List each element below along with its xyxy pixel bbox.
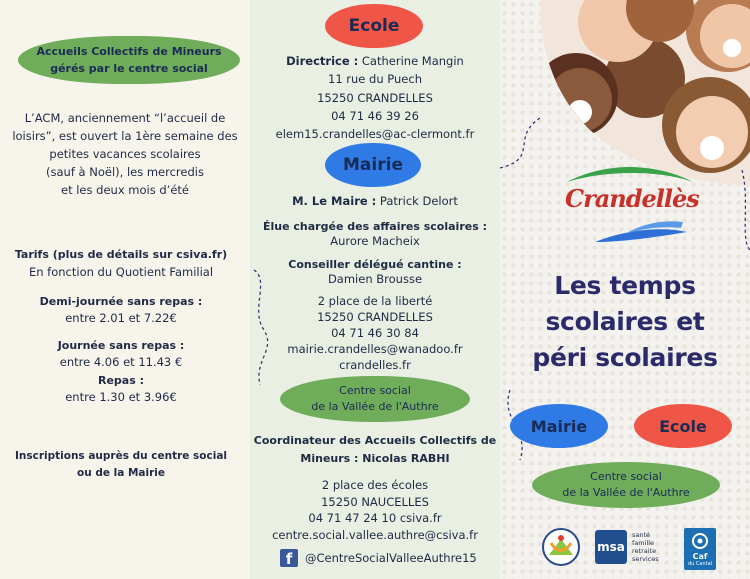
caf-logo	[684, 528, 716, 570]
cs-blob-line2: de la Vallée de l'Authre	[562, 486, 690, 499]
msa-tag-line: retraite	[632, 547, 657, 555]
mairie-title: Mairie	[343, 155, 403, 175]
demi-label: Demi-journée sans repas :	[39, 295, 203, 308]
acm-desc-line: (sauf à Noël), les mercredis	[46, 165, 204, 179]
tarifs-sub: En fonction du Quotient Familial	[28, 265, 214, 279]
cs-blob-line1: Centre social	[590, 470, 662, 483]
ecole-blob-label: Ecole	[659, 416, 707, 436]
directrice-line	[250, 52, 500, 70]
mairie-contact	[250, 293, 500, 373]
ecole-email[interactable]: elem15.crandelles@ac-clermont.fr	[275, 127, 475, 142]
elue-name: Aurore Macheix	[330, 234, 420, 248]
msa-tag-line: famille	[632, 539, 655, 547]
mairie-address: 2 place de la liberté	[317, 294, 433, 308]
crandelles-logo	[565, 160, 699, 250]
inscriptions-line: Inscriptions auprès du centre social	[14, 450, 228, 462]
demi-value: entre 2.01 et 7.22€	[65, 311, 177, 325]
coordinateur-line: Mineurs : Nicolas RABHI	[300, 452, 450, 465]
ecole-city: 15250 CRANDELLES	[317, 90, 433, 105]
acm-heading-line2: gérés par le centre social	[50, 62, 208, 75]
msa-tag-line: santé	[632, 531, 651, 539]
msa-tagline	[632, 531, 659, 563]
inscriptions-line: ou de la Mairie	[76, 467, 165, 479]
cs-city: 15250 NAUCELLES	[321, 494, 429, 509]
acm-heading-line1: Accueils Collectifs de Mineurs	[36, 45, 222, 58]
cs-address: 2 place des écoles	[321, 478, 429, 492]
left-panel	[0, 0, 250, 579]
facebook-icon[interactable]: f	[280, 549, 298, 567]
ecole-title: Ecole	[348, 16, 400, 36]
acm-desc-line: et les deux mois d’été	[61, 183, 189, 197]
main-title	[505, 268, 745, 376]
directrice-label: Directrice :	[286, 54, 359, 68]
directrice-name: Catherine Mangin	[358, 54, 464, 68]
maire-label: M. Le Maire :	[292, 194, 377, 208]
cs-blob	[532, 462, 720, 508]
acm-heading-blob	[18, 36, 240, 84]
main-title-line: Les temps	[554, 271, 696, 300]
maire-name: Patrick Delort	[376, 194, 458, 208]
decorative-dashes-middle	[250, 260, 280, 390]
caf-star-icon	[684, 530, 716, 552]
mairie-website[interactable]: crandelles.fr	[339, 358, 411, 372]
msa-logo	[595, 530, 665, 566]
cs-title-line1: Centre social	[339, 384, 411, 397]
acm-desc-line: L’ACM, anciennement “l’accueil de	[24, 111, 226, 125]
elue-label: Élue chargée des affaires scolaires :	[263, 220, 487, 233]
maire-line	[250, 194, 500, 210]
ecole-address: 11 rue du Puech	[328, 72, 422, 87]
mairie-blob	[510, 404, 608, 448]
cs-title-line2: de la Vallée de l'Authre	[311, 400, 439, 413]
centre-social-logo	[541, 527, 581, 571]
caf-text: Caf	[692, 552, 708, 561]
logo-text: Crandellès	[565, 184, 699, 213]
journee-value: entre 4.06 et 11.43 €	[59, 355, 183, 369]
acm-desc-line: loisirs”, est ouvert la 1ère semaine des	[12, 129, 238, 143]
journee-label: Journée sans repas :	[57, 339, 185, 352]
main-title-line: péri scolaires	[532, 343, 718, 372]
msa-mark	[595, 530, 627, 564]
cs-phone: 04 71 47 24 10 csiva.fr	[308, 511, 442, 525]
conseiller-label: Conseiller délégué cantine :	[288, 258, 462, 271]
mairie-title-blob	[325, 143, 421, 187]
mairie-phone: 04 71 46 30 84	[331, 326, 419, 340]
conseiller-name: Damien Brousse	[327, 272, 423, 286]
tarifs-heading: Tarifs (plus de détails sur csiva.fr)	[14, 248, 228, 261]
cs-contact	[250, 477, 500, 543]
cs-email[interactable]: centre.social.vallee.authre@csiva.fr	[272, 527, 478, 542]
coordinateur	[250, 432, 500, 468]
centre-social-logo-icon	[541, 527, 581, 567]
ecole-phone: 04 71 46 39 26	[331, 108, 419, 123]
mairie-city: 15250 CRANDELLES	[317, 310, 433, 324]
ecole-title-blob	[325, 4, 423, 48]
coordinateur-line: Coordinateur des Accueils Collectifs de	[253, 434, 497, 447]
inscriptions-note	[0, 448, 242, 482]
acm-description	[0, 109, 250, 199]
acm-desc-line: petites vacances scolaires	[49, 147, 201, 161]
msa-text: msa	[597, 540, 625, 554]
repas-value: entre 1.30 et 3.96€	[65, 390, 177, 404]
ecole-blob	[634, 404, 732, 448]
cs-title-blob	[280, 376, 470, 422]
ecole-contact	[250, 52, 500, 143]
facebook-handle[interactable]: @CentreSocialValleeAuthre15	[305, 551, 477, 565]
repas-label: Repas :	[97, 374, 144, 387]
main-title-line: scolaires et	[545, 307, 705, 336]
mairie-email[interactable]: mairie.crandelles@wanadoo.fr	[287, 342, 463, 356]
middle-panel	[250, 0, 500, 579]
caf-sub: du Cantal	[687, 561, 713, 567]
mairie-blob-label: Mairie	[530, 416, 588, 436]
msa-tag-line: services	[632, 555, 659, 563]
